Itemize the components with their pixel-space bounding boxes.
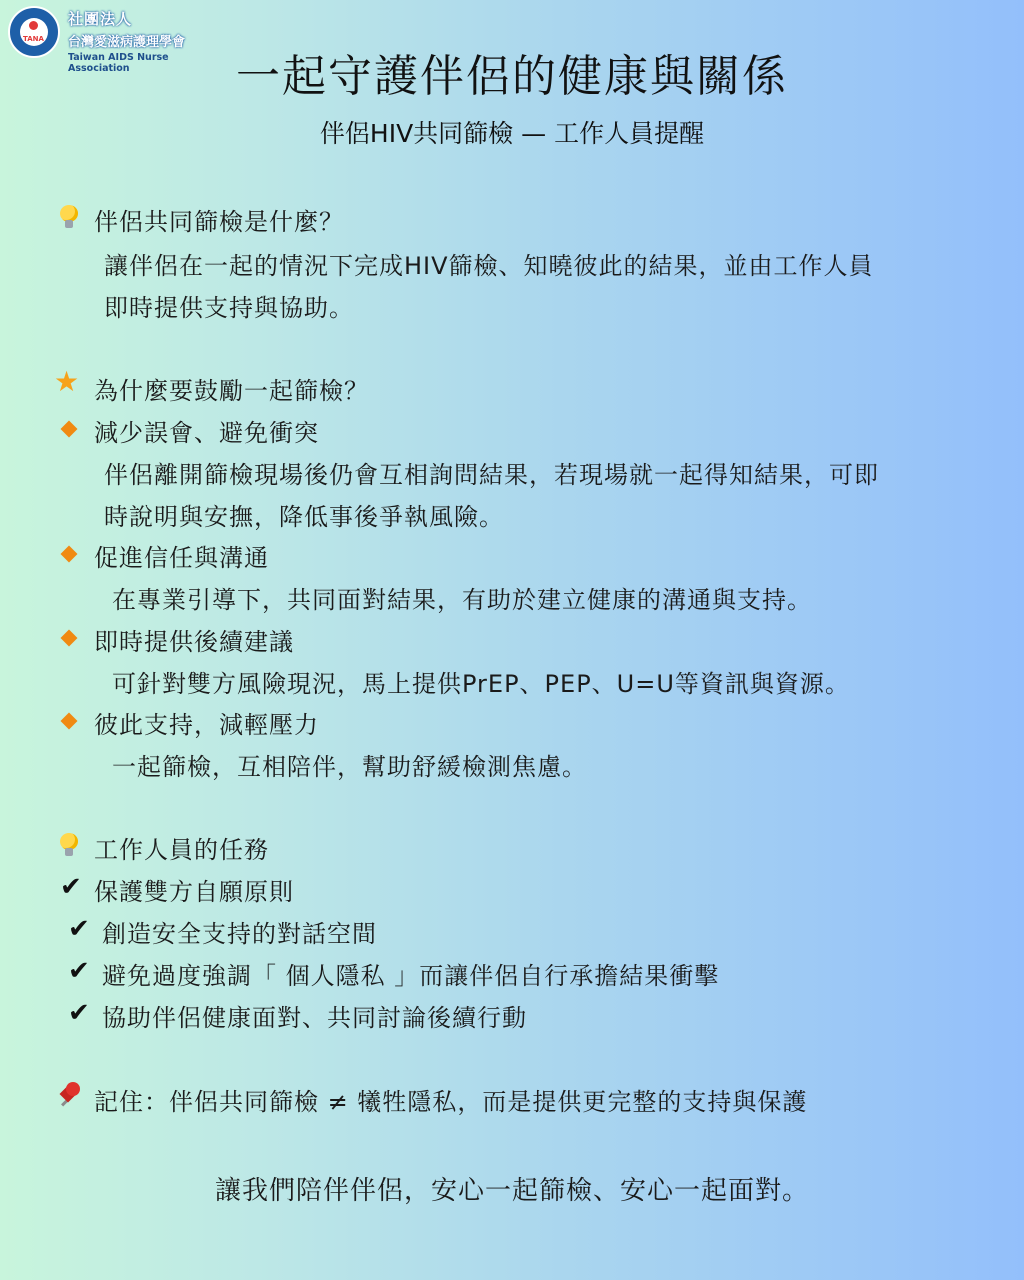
reason-body: 一起篩檢，互相陪伴，幫助舒緩檢測焦慮。 [112,753,587,781]
reason-title: 減少誤會、避免衝突 [94,419,319,447]
lightbulb-icon [60,833,78,855]
reminder-text: 記住：伴侶共同篩檢 ≠ 犧牲隱私，而是提供更完整的支持與保護 [94,1088,808,1116]
diamond-bullet-icon [61,630,78,647]
reason-body: 可針對雙方風險現況，馬上提供PrEP、PEP、U=U等資訊與資源。 [112,670,850,698]
star-icon: ★ [54,365,80,398]
checkmark-icon: ✔ [68,956,90,986]
diamond-bullet-icon [61,421,78,438]
logo-emblem-icon: TANA [8,6,60,58]
closing-message: 讓我們陪伴伴侶，安心一起篩檢、安心一起面對。 [214,1176,809,1206]
checkmark-icon: ✔ [68,914,90,944]
logo-name-line2: 台灣愛滋病護理學會 [68,35,186,50]
diamond-bullet-icon [61,713,78,730]
pushpin-icon [54,1080,84,1110]
section2-heading: 為什麼要鼓勵一起篩檢？ [94,377,369,405]
task-item: 保護雙方自願原則 [94,878,294,906]
task-item: 協助伴侶健康面對、共同討論後續行動 [102,1004,527,1032]
reason-title: 彼此支持，減輕壓力 [94,711,319,739]
section1-heading: 伴侶共同篩檢是什麼？ [94,208,344,236]
lightbulb-icon [60,205,78,227]
reason-body: 伴侶離開篩檢現場後仍會互相詢問結果，若現場就一起得知結果，可即 [104,461,879,489]
reason-title: 即時提供後續建議 [94,628,294,656]
section1-body-line2: 即時提供支持與協助。 [104,294,354,322]
logo-name-line1: 社團法人 [68,10,133,28]
reason-body: 時說明與安撫，降低事後爭執風險。 [104,503,504,531]
page-title: 一起守護伴侶的健康與關係 [236,51,788,102]
page-subtitle: 伴侶HIV共同篩檢 — 工作人員提醒 [319,119,705,148]
reason-title: 促進信任與溝通 [94,544,269,572]
diamond-bullet-icon [61,546,78,563]
task-item: 創造安全支持的對話空間 [102,920,377,948]
checkmark-icon: ✔ [68,998,90,1028]
section3-heading: 工作人員的任務 [94,836,269,864]
section1-body-line1: 讓伴侶在一起的情況下完成HIV篩檢、知曉彼此的結果，並由工作人員 [104,252,874,280]
reason-body: 在專業引導下，共同面對結果，有助於建立健康的溝通與支持。 [112,586,812,614]
task-item: 避免過度強調「 個人隱私 」而讓伴侶自行承擔結果衝擊 [102,962,720,990]
checkmark-icon: ✔ [60,872,82,902]
logo-name-english: Taiwan AIDS Nurse Association [68,52,169,74]
